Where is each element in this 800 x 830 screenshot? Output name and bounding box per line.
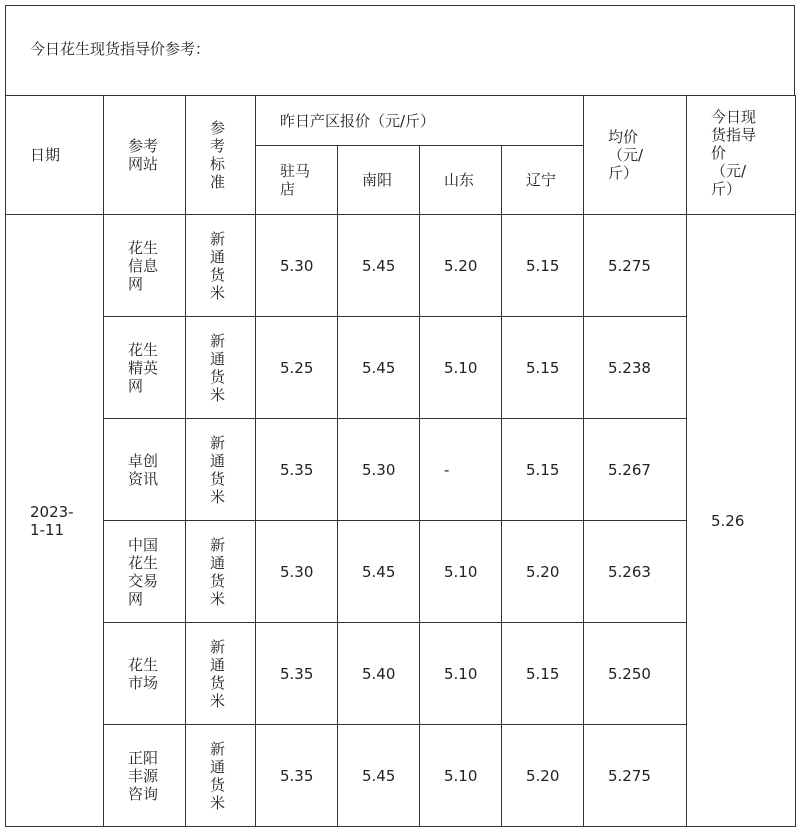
- today-price-cell: 5.26: [687, 215, 796, 827]
- price-cell-shandong: 5.20: [420, 215, 502, 317]
- header-region-nanyang: 南阳: [338, 146, 420, 215]
- price-cell-avg: 5.275: [584, 215, 687, 317]
- price-cell-avg: 5.267: [584, 419, 687, 521]
- standard-cell: 新 通 货 米: [186, 521, 256, 623]
- table-row: [6, 317, 796, 419]
- price-cell-avg: 5.263: [584, 521, 687, 623]
- price-cell-nanyang: 5.30: [338, 419, 420, 521]
- table-row: [6, 419, 796, 521]
- price-cell-liaoning: 5.20: [502, 725, 584, 827]
- standard-cell: 新 通 货 米: [186, 419, 256, 521]
- price-cell-zhumadian: 5.30: [256, 521, 338, 623]
- price-cell-nanyang: 5.40: [338, 623, 420, 725]
- price-cell-shandong: 5.10: [420, 317, 502, 419]
- standard-cell: 新 通 货 米: [186, 725, 256, 827]
- price-cell-liaoning: 5.15: [502, 317, 584, 419]
- standard-cell: 新 通 货 米: [186, 317, 256, 419]
- site-cell: 正阳 丰源 咨询: [104, 725, 186, 827]
- price-cell-shandong: 5.10: [420, 521, 502, 623]
- price-cell-avg: 5.275: [584, 725, 687, 827]
- title-box: [5, 5, 795, 95]
- price-cell-nanyang: 5.45: [338, 521, 420, 623]
- price-cell-avg: 5.238: [584, 317, 687, 419]
- site-cell: 卓创 资讯: [104, 419, 186, 521]
- page-title: 今日花生现货指导价参考：: [30, 40, 211, 58]
- price-cell-zhumadian: 5.30: [256, 215, 338, 317]
- price-cell-shandong: -: [420, 419, 502, 521]
- price-cell-zhumadian: 5.35: [256, 623, 338, 725]
- site-cell: 花生 精英 网: [104, 317, 186, 419]
- header-today: 今日现 货指导 价 （元/ 斤）: [687, 96, 796, 215]
- standard-cell: 新 通 货 米: [186, 623, 256, 725]
- table-row: [6, 215, 796, 317]
- header-avg: 均价 （元/ 斤）: [584, 96, 687, 215]
- price-cell-shandong: 5.10: [420, 623, 502, 725]
- date-cell: 2023- 1-11: [6, 215, 104, 827]
- price-cell-nanyang: 5.45: [338, 317, 420, 419]
- header-site: 参考 网站: [104, 96, 186, 215]
- price-cell-liaoning: 5.15: [502, 419, 584, 521]
- table-row: [6, 521, 796, 623]
- price-cell-liaoning: 5.15: [502, 623, 584, 725]
- site-cell: 花生 市场: [104, 623, 186, 725]
- header-standard: 参 考 标 准: [186, 96, 256, 215]
- header-region-liaoning: 辽宁: [502, 146, 584, 215]
- price-table: [5, 95, 796, 827]
- price-cell-nanyang: 5.45: [338, 215, 420, 317]
- header-region-shandong: 山东: [420, 146, 502, 215]
- price-cell-liaoning: 5.15: [502, 215, 584, 317]
- site-cell: 花生 信息 网: [104, 215, 186, 317]
- price-cell-avg: 5.250: [584, 623, 687, 725]
- header-date: 日期: [6, 96, 104, 215]
- price-cell-zhumadian: 5.35: [256, 725, 338, 827]
- table-row: [6, 725, 796, 827]
- price-cell-zhumadian: 5.25: [256, 317, 338, 419]
- price-cell-nanyang: 5.45: [338, 725, 420, 827]
- price-cell-shandong: 5.10: [420, 725, 502, 827]
- price-cell-zhumadian: 5.35: [256, 419, 338, 521]
- site-cell: 中国 花生 交易 网: [104, 521, 186, 623]
- header-yesterday-group: 昨日产区报价（元/斤）: [256, 96, 584, 146]
- table-row: [6, 623, 796, 725]
- standard-cell: 新 通 货 米: [186, 215, 256, 317]
- header-region-zhumadian: 驻马 店: [256, 146, 338, 215]
- price-cell-liaoning: 5.20: [502, 521, 584, 623]
